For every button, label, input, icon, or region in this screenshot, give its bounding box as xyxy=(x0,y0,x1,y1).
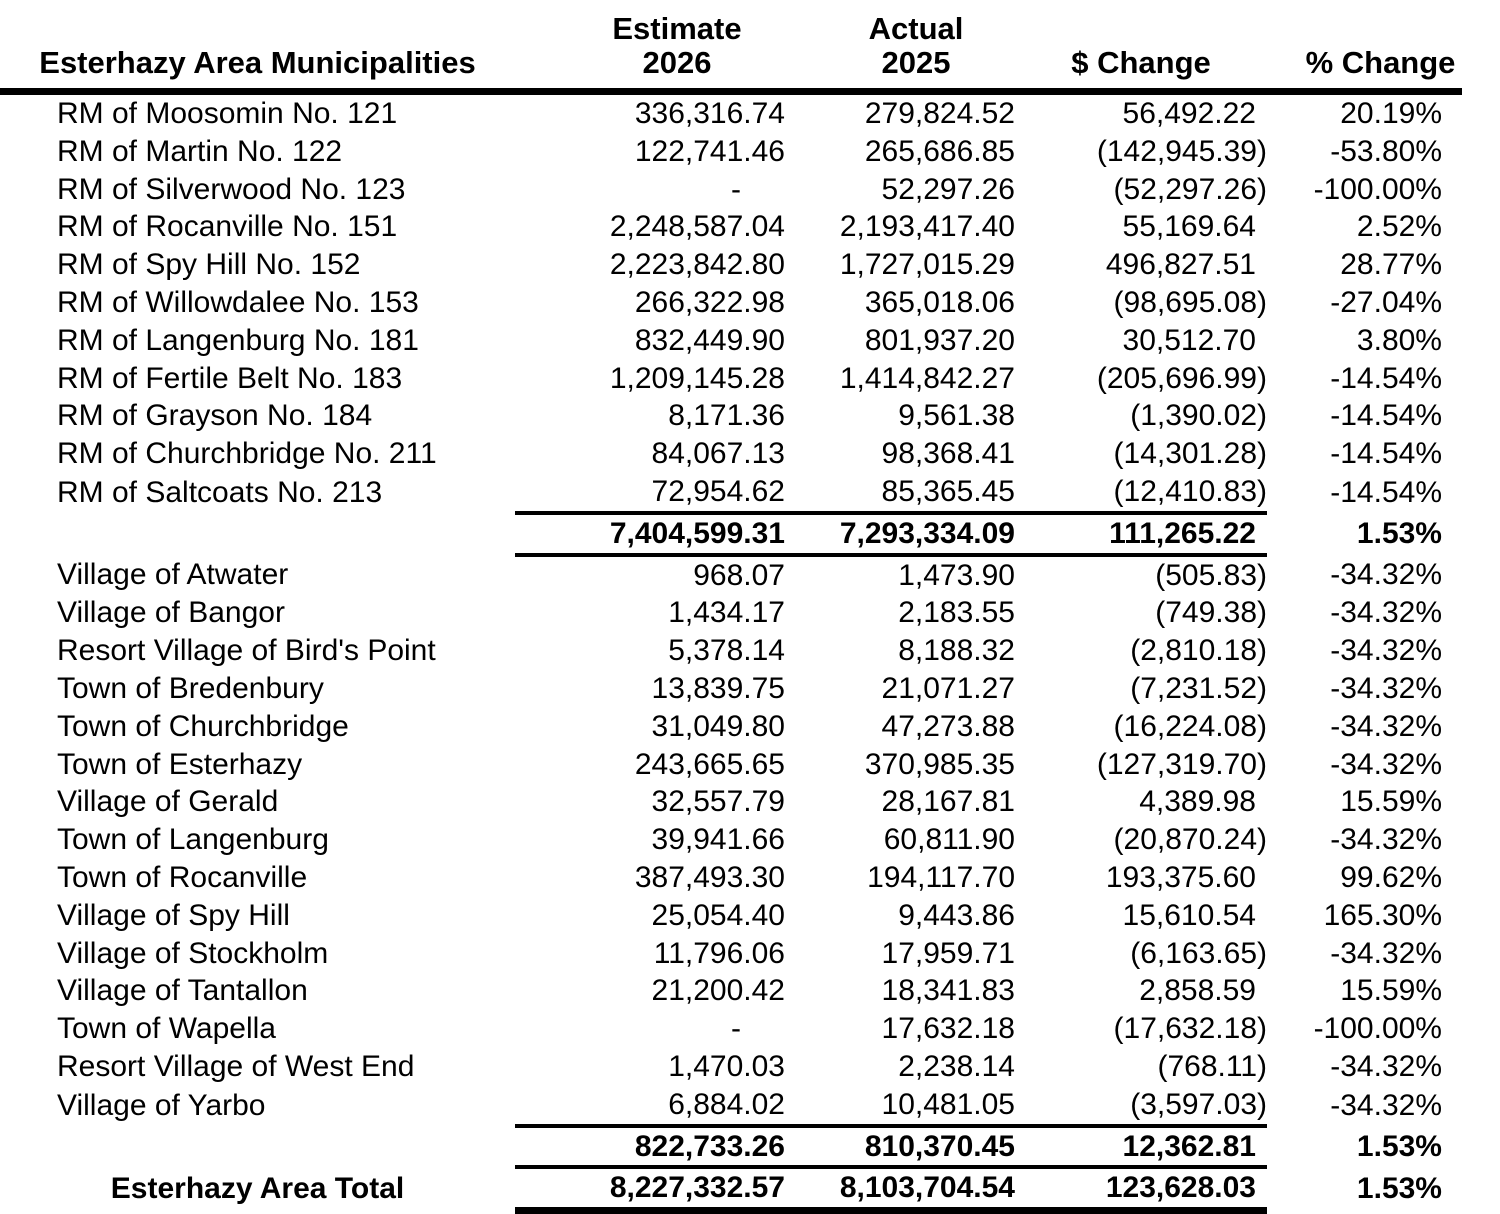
cell-estimate-2026: 8,171.36 xyxy=(668,399,785,433)
table-row xyxy=(0,670,1462,708)
table-row xyxy=(0,746,1462,784)
cell-estimate-2026: 1,209,145.28 xyxy=(609,361,785,395)
cell-actual-2025: 85,365.45 xyxy=(881,474,1015,508)
table-row xyxy=(0,859,1462,897)
cell-estimate-2026: 7,404,599.31 xyxy=(515,513,785,555)
total-row-label: Esterhazy Area Total xyxy=(110,1172,405,1206)
cell-actual-2025: 365,018.06 xyxy=(864,285,1015,319)
col-header-actual-year: 2025 xyxy=(881,45,951,80)
cell-actual-2025: 2,193,417.40 xyxy=(839,210,1015,244)
cell-municipality: Town of Wapella xyxy=(57,1012,276,1046)
table-row xyxy=(0,473,1462,513)
table-row xyxy=(0,208,1462,246)
cell-actual-2025: 265,686.85 xyxy=(864,134,1015,168)
cell-actual-2025: 9,561.38 xyxy=(898,399,1015,433)
cell-municipality: RM of Rocanville No. 151 xyxy=(57,210,398,244)
cell-municipality: Village of Bangor xyxy=(57,596,285,630)
cell-percent-change: -14.54% xyxy=(1330,475,1442,509)
cell-actual-2025: 1,414,842.27 xyxy=(839,361,1015,395)
cell-dollar-change: 30,512.70 xyxy=(1122,323,1256,357)
total-row xyxy=(0,1167,1462,1210)
cell-dollar-change: 496,827.51 xyxy=(1105,248,1256,282)
cell-actual-2025: 9,443.86 xyxy=(898,898,1015,932)
header-row xyxy=(0,0,1462,92)
cell-estimate-2026: 13,839.75 xyxy=(651,671,785,705)
cell-dollar-change: 12,362.81 xyxy=(1015,1126,1267,1168)
cell-percent-change: 3.80% xyxy=(1356,323,1442,357)
table-row xyxy=(0,435,1462,473)
cell-municipality: Town of Bredenbury xyxy=(57,671,324,705)
cell-percent-change: -34.32% xyxy=(1330,671,1442,705)
col-header-municipalities: Esterhazy Area Municipalities xyxy=(0,0,515,92)
cell-percent-change: -100.00% xyxy=(1313,172,1442,206)
table-row xyxy=(0,92,1462,133)
cell-actual-2025: 28,167.81 xyxy=(881,785,1015,819)
cell-dollar-change: (20,870.24) xyxy=(1113,823,1267,857)
cell-municipality: RM of Langenburg No. 181 xyxy=(57,323,419,357)
cell-actual-2025: 370,985.35 xyxy=(864,747,1015,781)
cell-municipality: RM of Fertile Belt No. 183 xyxy=(57,361,403,395)
cell-dollar-change: (12,410.83) xyxy=(1113,474,1267,508)
cell-dollar-change: (16,224.08) xyxy=(1113,709,1267,743)
cell-actual-2025: 2,183.55 xyxy=(898,596,1015,630)
cell-estimate-2026: 21,200.42 xyxy=(651,974,785,1008)
cell-municipality: Town of Langenburg xyxy=(57,823,329,857)
cell-dollar-change: (7,231.52) xyxy=(1130,671,1267,705)
cell-percent-change: -34.32% xyxy=(1330,596,1442,630)
cell-municipality: RM of Moosomin No. 121 xyxy=(57,97,398,130)
cell-municipality: Village of Tantallon xyxy=(57,974,308,1008)
cell-municipality xyxy=(0,513,515,555)
cell-estimate-2026: - xyxy=(731,1012,741,1046)
table-row xyxy=(0,171,1462,209)
cell-percent-change: -100.00% xyxy=(1313,1012,1442,1046)
cell-percent-change: -34.32% xyxy=(1330,823,1442,857)
col-header-actual-label: Actual xyxy=(868,11,964,46)
cell-estimate-2026: 387,493.30 xyxy=(634,860,785,894)
cell-dollar-change: (17,632.18) xyxy=(1113,1012,1267,1046)
cell-actual-2025: 1,473.90 xyxy=(898,558,1015,592)
cell-estimate-2026: 6,884.02 xyxy=(668,1087,785,1121)
cell-estimate-2026: 1,434.17 xyxy=(668,596,785,630)
cell-municipality: RM of Grayson No. 184 xyxy=(57,399,373,433)
table-row xyxy=(0,555,1462,595)
cell-estimate-2026: 31,049.80 xyxy=(651,709,785,743)
cell-dollar-change: (52,297.26) xyxy=(1113,172,1267,206)
col-header-estimate-label: Estimate xyxy=(612,11,742,46)
cell-percent-change: -34.32% xyxy=(1330,634,1442,668)
cell-dollar-change: (142,945.39) xyxy=(1096,134,1267,168)
cell-municipality: Village of Yarbo xyxy=(57,1088,266,1122)
table-row xyxy=(0,1048,1462,1086)
cell-municipality: Town of Churchbridge xyxy=(57,709,349,743)
cell-estimate-2026: 266,322.98 xyxy=(634,285,785,319)
col-header-actual-2025 xyxy=(785,0,1015,92)
table-row xyxy=(0,322,1462,360)
cell-dollar-change: 4,389.98 xyxy=(1139,785,1256,819)
cell-estimate-2026: 11,796.06 xyxy=(653,936,785,970)
cell-municipality: Town of Rocanville xyxy=(57,860,308,894)
cell-municipality: RM of Spy Hill No. 152 xyxy=(57,248,361,282)
cell-actual-2025: 10,481.05 xyxy=(881,1087,1015,1121)
cell-actual-2025: 18,341.83 xyxy=(881,974,1015,1008)
cell-actual-2025: 801,937.20 xyxy=(864,323,1015,357)
cell-percent-change: 99.62% xyxy=(1340,860,1442,894)
cell-estimate-2026: 1,470.03 xyxy=(668,1049,785,1083)
cell-actual-2025: 60,811.90 xyxy=(883,823,1015,857)
table-row xyxy=(0,897,1462,935)
cell-actual-2025: 98,368.41 xyxy=(881,437,1015,471)
table-row xyxy=(0,594,1462,632)
cell-estimate-2026: 822,733.26 xyxy=(515,1126,785,1168)
cell-municipality: Town of Esterhazy xyxy=(57,747,303,781)
cell-estimate-2026: 32,557.79 xyxy=(651,785,785,819)
cell-dollar-change: 55,169.64 xyxy=(1122,210,1256,244)
cell-estimate-2026: 25,054.40 xyxy=(651,898,785,932)
cell-dollar-change: (1,390.02) xyxy=(1130,399,1267,433)
cell-actual-2025: 17,959.71 xyxy=(881,936,1015,970)
cell-actual-2025: 810,370.45 xyxy=(785,1126,1015,1168)
cell-percent-change: -14.54% xyxy=(1330,437,1442,471)
cell-dollar-change: (98,695.08) xyxy=(1113,285,1267,319)
cell-estimate-2026: 39,941.66 xyxy=(651,823,785,857)
cell-percent-change: 1.53% xyxy=(1356,1172,1442,1206)
cell-percent-change: -34.32% xyxy=(1330,557,1442,591)
cell-percent-change: -14.54% xyxy=(1330,399,1442,433)
cell-percent-change: -34.32% xyxy=(1330,1088,1442,1122)
col-header-percent-change: % Change xyxy=(1267,0,1462,92)
cell-percent-change: -34.32% xyxy=(1330,1049,1442,1083)
cell-dollar-change: 56,492.22 xyxy=(1122,97,1256,130)
cell-dollar-change: (2,810.18) xyxy=(1130,634,1267,668)
table-row xyxy=(0,632,1462,670)
table-row xyxy=(0,821,1462,859)
table-row xyxy=(0,1086,1462,1126)
subtotal-row xyxy=(0,1126,1462,1168)
cell-estimate-2026: 243,665.65 xyxy=(634,747,785,781)
table-row xyxy=(0,708,1462,746)
table-body xyxy=(0,92,1462,1211)
cell-actual-2025: 17,632.18 xyxy=(881,1012,1015,1046)
cell-dollar-change: (205,696.99) xyxy=(1096,361,1267,395)
cell-percent-change: 28.77% xyxy=(1340,248,1442,282)
cell-actual-2025: 1,727,015.29 xyxy=(839,248,1015,282)
cell-percent-change: 1.53% xyxy=(1356,1129,1442,1163)
col-header-estimate-year: 2026 xyxy=(642,45,712,80)
cell-percent-change: 165.30% xyxy=(1323,898,1442,932)
cell-dollar-change: 193,375.60 xyxy=(1105,860,1256,894)
cell-dollar-change: (768.11) xyxy=(1157,1049,1267,1083)
cell-percent-change: 15.59% xyxy=(1340,785,1442,819)
cell-municipality: RM of Willowdalee No. 153 xyxy=(57,285,419,319)
table-row xyxy=(0,783,1462,821)
cell-municipality: RM of Churchbridge No. 211 xyxy=(57,437,437,471)
cell-dollar-change: (14,301.28) xyxy=(1113,437,1267,471)
cell-municipality: Village of Atwater xyxy=(57,557,289,591)
cell-dollar-change: (749.38) xyxy=(1155,596,1267,630)
cell-percent-change: 20.19% xyxy=(1340,97,1442,130)
col-header-dollar-change: $ Change xyxy=(1015,0,1267,92)
cell-actual-2025: 8,188.32 xyxy=(898,634,1015,668)
cell-estimate-2026: 5,378.14 xyxy=(668,634,785,668)
cell-estimate-2026: 2,248,587.04 xyxy=(609,210,785,244)
cell-percent-change: -27.04% xyxy=(1330,285,1442,319)
cell-dollar-change: 111,265.22 xyxy=(1015,513,1267,555)
cell-dollar-change: (505.83) xyxy=(1155,558,1267,592)
table-row xyxy=(0,935,1462,973)
cell-estimate-2026: - xyxy=(731,172,741,206)
cell-dollar-change: (127,319.70) xyxy=(1096,747,1267,781)
cell-estimate-2026: 72,954.62 xyxy=(651,474,785,508)
cell-actual-2025: 7,293,334.09 xyxy=(785,513,1015,555)
cell-percent-change: -34.32% xyxy=(1330,709,1442,743)
cell-percent-change: -14.54% xyxy=(1330,361,1442,395)
table-row xyxy=(0,246,1462,284)
cell-actual-2025: 2,238.14 xyxy=(898,1049,1015,1083)
cell-estimate-2026: 968.07 xyxy=(693,558,785,592)
cell-percent-change: 1.53% xyxy=(1356,516,1442,550)
table-row xyxy=(0,284,1462,322)
cell-dollar-change: (3,597.03) xyxy=(1130,1087,1267,1121)
cell-percent-change: -34.32% xyxy=(1330,747,1442,781)
cell-municipality: RM of Martin No. 122 xyxy=(57,134,343,168)
cell-municipality: Village of Gerald xyxy=(57,785,279,819)
cell-percent-change: -53.80% xyxy=(1330,134,1442,168)
table-row xyxy=(0,397,1462,435)
cell-percent-change: 2.52% xyxy=(1356,210,1442,244)
cell-dollar-change: (6,163.65) xyxy=(1130,936,1267,970)
table-row xyxy=(0,1010,1462,1048)
cell-percent-change: 15.59% xyxy=(1340,974,1442,1008)
cell-municipality: RM of Silverwood No. 123 xyxy=(57,172,406,206)
cell-actual-2025: 47,273.88 xyxy=(881,709,1015,743)
cell-dollar-change: 123,628.03 xyxy=(1015,1167,1267,1210)
table-row xyxy=(0,360,1462,398)
cell-estimate-2026: 8,227,332.57 xyxy=(515,1167,785,1210)
subtotal-row xyxy=(0,513,1462,555)
cell-estimate-2026: 832,449.90 xyxy=(634,323,785,357)
cell-actual-2025: 8,103,704.54 xyxy=(785,1167,1015,1210)
cell-dollar-change: 2,858.59 xyxy=(1139,974,1256,1008)
cell-dollar-change: 15,610.54 xyxy=(1122,898,1256,932)
table-header xyxy=(0,0,1462,92)
cell-municipality: Village of Spy Hill xyxy=(57,898,290,932)
cell-municipality: Resort Village of West End xyxy=(57,1049,415,1083)
cell-municipality: RM of Saltcoats No. 213 xyxy=(57,475,383,509)
col-header-estimate-2026 xyxy=(515,0,785,92)
cell-actual-2025: 21,071.27 xyxy=(881,671,1015,705)
cell-estimate-2026: 84,067.13 xyxy=(651,437,785,471)
cell-estimate-2026: 2,223,842.80 xyxy=(609,248,785,282)
cell-actual-2025: 279,824.52 xyxy=(864,97,1015,130)
cell-estimate-2026: 122,741.46 xyxy=(634,134,785,168)
cell-estimate-2026: 336,316.74 xyxy=(634,97,785,130)
cell-percent-change: -34.32% xyxy=(1330,936,1442,970)
table-row xyxy=(0,133,1462,171)
cell-actual-2025: 194,117.70 xyxy=(867,860,1015,894)
cell-actual-2025: 52,297.26 xyxy=(881,172,1015,206)
cell-municipality xyxy=(0,1126,515,1168)
table-row xyxy=(0,972,1462,1010)
cell-municipality: Village of Stockholm xyxy=(57,936,329,970)
cell-municipality: Resort Village of Bird's Point xyxy=(57,634,436,668)
